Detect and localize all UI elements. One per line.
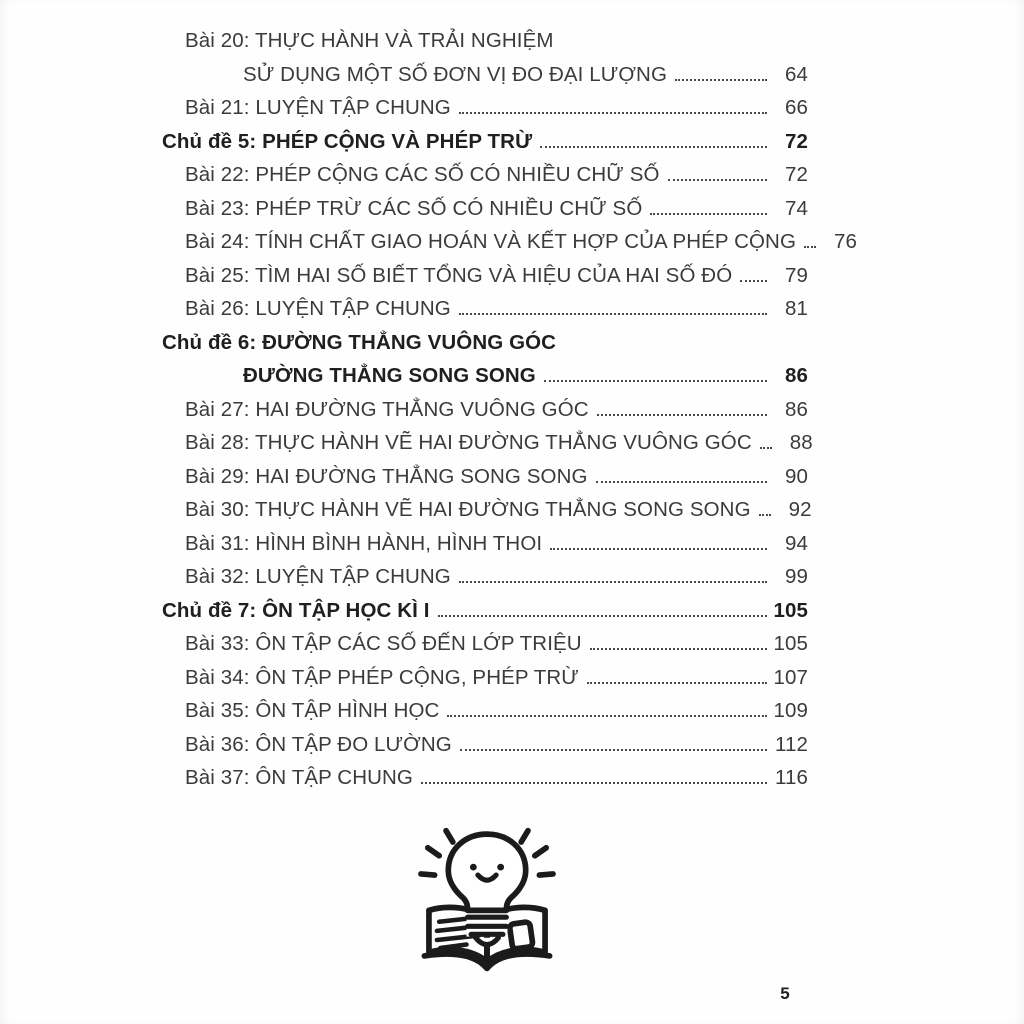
leader-dots: [760, 446, 772, 449]
leader-dots: [459, 111, 767, 114]
toc-label: Bài 32: LUYỆN TẬP CHUNG: [185, 565, 451, 588]
leader-dots: [459, 580, 767, 583]
toc-entry-row: [162, 498, 812, 532]
leader-dots: [421, 781, 767, 784]
leader-dots: [759, 513, 771, 516]
toc-label: Bài 23: PHÉP TRỪ CÁC SỐ CÓ NHIỀU CHỮ SỐ: [185, 196, 643, 220]
bulb-tip: [476, 938, 499, 945]
leader-dots: [675, 78, 767, 81]
toc-chapter-row: [162, 130, 808, 164]
toc-page-number: 109: [773, 699, 808, 722]
page-number-footer: 5: [780, 984, 790, 1003]
toc-page-number: 88: [789, 431, 813, 454]
toc-page-number: 99: [784, 565, 808, 588]
leader-dots: [804, 245, 816, 248]
toc-page-number: 107: [773, 665, 808, 689]
toc-page-number: 72: [784, 163, 808, 186]
toc-label: Bài 36: ÔN TẬP ĐO LƯỜNG: [185, 732, 452, 756]
leader-dots: [590, 647, 767, 650]
toc-chapter-row: [162, 331, 808, 365]
leader-dots: [668, 178, 767, 181]
toc-entry-row: [162, 465, 808, 499]
toc-page-number: 74: [784, 196, 808, 220]
toc-entry-row: [162, 96, 808, 130]
toc-entry-row: [162, 230, 857, 264]
toc-entry-row: [162, 565, 808, 599]
leader-dots: [597, 413, 767, 416]
toc-page-number: 81: [784, 297, 808, 320]
leader-dots: [650, 212, 767, 215]
leader-dots: [550, 547, 767, 550]
toc-label: Bài 29: HAI ĐƯỜNG THẲNG SONG SONG: [185, 464, 588, 488]
toc-label: SỬ DỤNG MỘT SỐ ĐƠN VỊ ĐO ĐẠI LƯỢNG: [243, 62, 668, 86]
toc-label: ĐƯỜNG THẲNG SONG SONG: [243, 364, 536, 387]
toc-page-number: 66: [784, 96, 808, 119]
toc-page-number: 86: [784, 397, 808, 421]
toc-label: Bài 37: ÔN TẬP CHUNG: [185, 766, 413, 789]
leader-dots: [596, 480, 767, 483]
toc-label: Bài 34: ÔN TẬP PHÉP CỘNG, PHÉP TRỪ: [185, 665, 579, 689]
toc-label: Bài 22: PHÉP CỘNG CÁC SỐ CÓ NHIỀU CHỮ SỐ: [185, 163, 660, 186]
toc-page-number: 76: [833, 230, 857, 253]
toc-label: Bài 21: LUYỆN TẬP CHUNG: [185, 96, 451, 119]
toc-label: Bài 33: ÔN TẬP CÁC SỐ ĐẾN LỚP TRIỆU: [185, 632, 582, 655]
bulb-body: [448, 834, 525, 910]
toc-label: Bài 24: TÍNH CHẤT GIAO HOÁN VÀ KẾT HỢP CỦA PHÉP CỘNG: [185, 230, 796, 253]
toc-label: Bài 25: TÌM HAI SỐ BIẾT TỔNG VÀ HIỆU CỦA HAI SỐ ĐÓ: [185, 263, 733, 287]
toc-page-number: 105: [773, 598, 808, 622]
toc-page-number: 94: [784, 531, 808, 555]
leader-dots: [438, 614, 768, 617]
toc-page-number: 72: [784, 129, 808, 153]
toc-entry-row: [162, 666, 808, 700]
toc-entry-row: [162, 699, 808, 733]
toc-entry-row: [162, 297, 808, 331]
leader-dots: [540, 145, 767, 148]
toc-label: Bài 20: THỰC HÀNH VÀ TRẢI NGHIỆM: [185, 29, 554, 52]
toc-chapter-row: [162, 364, 808, 398]
toc-page-number: 105: [773, 632, 808, 655]
toc-list: [162, 29, 857, 800]
toc-chapter-row: [162, 599, 808, 633]
toc-page-number: 116: [775, 766, 808, 789]
toc-label: Bài 26: LUYỆN TẬP CHUNG: [185, 297, 451, 320]
leader-dots: [740, 279, 767, 282]
toc-page-number: 79: [784, 263, 808, 287]
leader-dots: [544, 379, 767, 382]
toc-page-number: 64: [784, 62, 808, 86]
toc-entry-row: [162, 431, 813, 465]
leader-dots: [587, 681, 767, 684]
toc-label: Bài 27: HAI ĐƯỜNG THẲNG VUÔNG GÓC: [185, 397, 589, 421]
leader-dots: [460, 748, 767, 751]
toc-entry-row: [162, 398, 808, 432]
lightbulb-book-icon: [412, 825, 562, 973]
toc-label: Bài 30: THỰC HÀNH VẼ HAI ĐƯỜNG THẲNG SONG SONG: [185, 498, 751, 521]
toc-entry-row: [162, 766, 808, 800]
toc-entry-row: [162, 29, 808, 63]
toc-label: Chủ đề 7: ÔN TẬP HỌC KÌ I: [162, 598, 430, 622]
toc-entry-row: [162, 197, 808, 231]
toc-label: Bài 28: THỰC HÀNH VẼ HAI ĐƯỜNG THẲNG VUÔNG GÓC: [185, 431, 752, 454]
toc-entry-row: [162, 532, 808, 566]
toc-entry-row: [162, 264, 808, 298]
toc-entry-row: [162, 733, 808, 767]
leader-dots: [459, 312, 767, 315]
toc-label: Bài 31: HÌNH BÌNH HÀNH, HÌNH THOI: [185, 531, 543, 555]
toc-page-number: 112: [775, 732, 808, 756]
toc-page-number: 92: [788, 498, 812, 521]
toc-label: Chủ đề 5: PHÉP CỘNG VÀ PHÉP TRỪ: [162, 129, 533, 153]
toc-entry-row: [162, 163, 808, 197]
toc-label: Chủ đề 6: ĐƯỜNG THẲNG VUÔNG GÓC: [162, 330, 557, 354]
toc-page-number: 90: [784, 464, 808, 488]
leader-dots: [447, 714, 767, 717]
toc-entry-row: [162, 63, 808, 97]
toc-entry-row: [162, 632, 808, 666]
toc-label: Bài 35: ÔN TẬP HÌNH HỌC: [185, 699, 440, 722]
toc-page-number: 86: [784, 364, 808, 387]
